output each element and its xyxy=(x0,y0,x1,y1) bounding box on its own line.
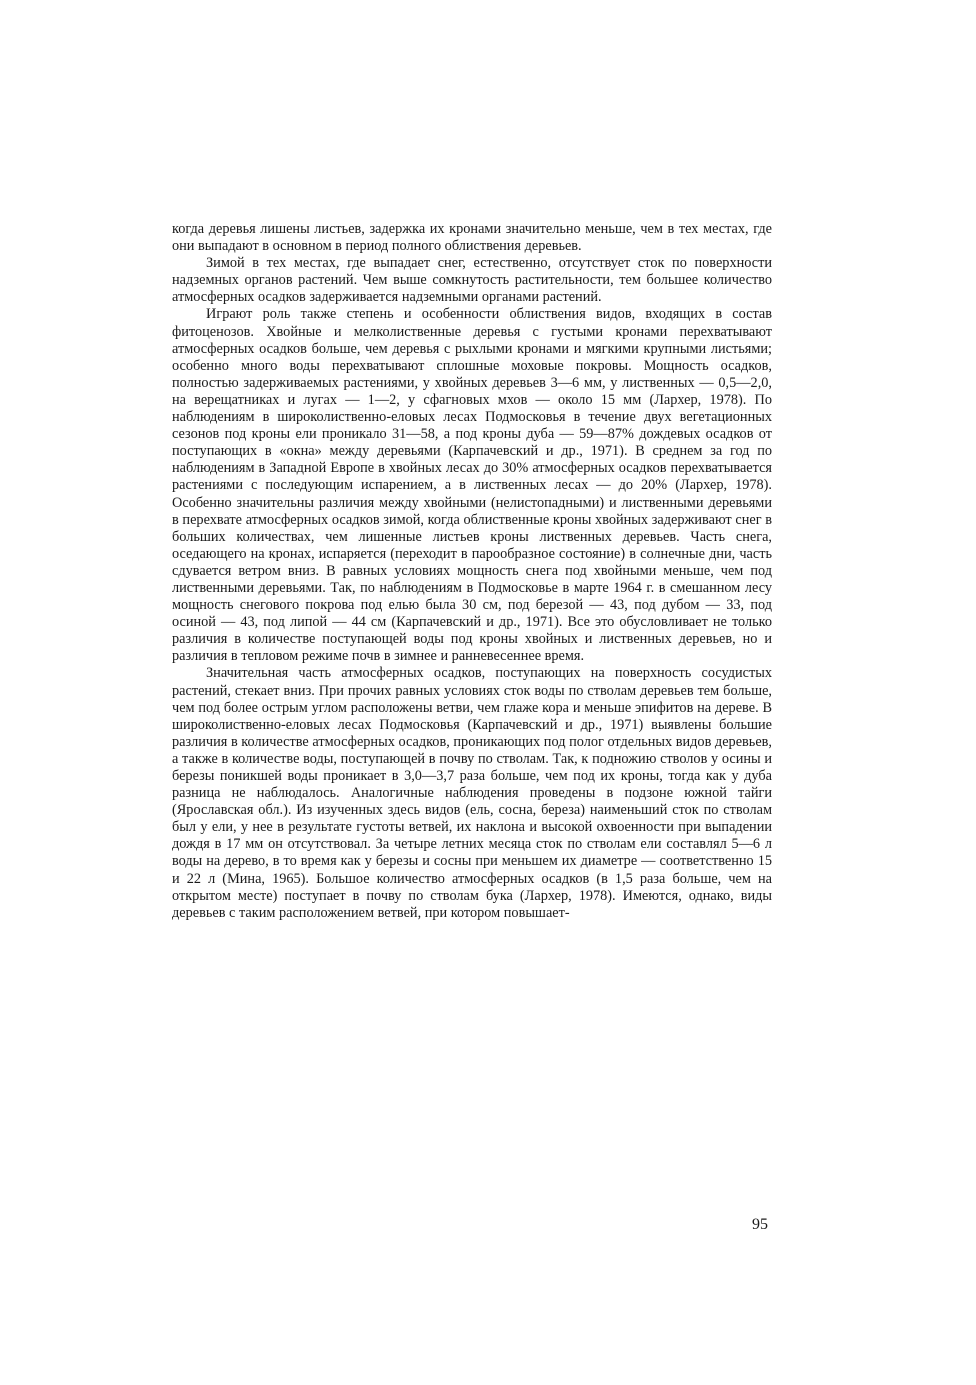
paragraph-foliage-role: Играют роль также степень и особенности облиствения видов, входящих в состав фитоценозов. Хвойные и мелколиственные деревья с густыми кронами перехватывают атмосферных осадков больше, чем деревья с рыхлыми кронами и мягкими крупными листьями; особенно много воды перехватывают сплошные моховые покровы. Мощность осадков, полностью задерживаемых растениями, у хвойных деревьев 3—6 мм, у лиственных — 0,5—2,0, на верещатниках и лугах — 1—2, у сфагновых мхов — около 15 мм (Лархер, 1978). По наблюдениям в широколиственно-еловых лесах Подмосковья в течение двух вегетационных сезонов под кроны ели проникало 31—58, а под кроны дуба — 59—87% дождевых осадков от поступающих в «окна» между деревьями (Карпачевский и др., 1971). В среднем за год по наблюдениям в Западной Европе в хвойных лесах до 30% атмосферных осадков перехватывается растениями с последующим испарением, а в лиственных лесах — до 20% (Лархер, 1978). Особенно значительны различия между хвойными (нелистопадными) и лиственными деревьями в перехвате атмосферных осадков зимой, когда облиственные кроны хвойных задерживают снег в больших количествах, чем лишенные листьев кроны лиственных деревьев. Часть снега, оседающего на кронах, испаряется (переходит в парообразное состояние) в солнечные дни, часть сдувается ветром вниз. В равных условиях мощность снега под хвойными меньше, чем под лиственными деревьями. Так, по наблюдениям в Подмосковье в марте 1964 г. в смешанном лесу мощность снегового покрова под елью была 30 см, под березой — 43, под дубом — 33, под осиной — 43, под липой — 44 см (Карпачевский и др., 1971). Все это обусловливает не только различия в количестве поступающей воды под кроны хвойных и лиственных деревьев, но и различия в тепловом режиме почв в зимнее и ранневесеннее время. xyxy=(172,306,772,665)
page-number: 95 xyxy=(752,1216,768,1233)
paragraph-winter-snow: Зимой в тех местах, где выпадает снег, естественно, отсутствует сток по поверхности надземных органов растений. Чем выше сомкнутость растительности, тем большее количество атмосферных осадков задерживается надземными органами растений. xyxy=(172,255,772,306)
paragraph-continuation: когда деревья лишены листьев, задержка их кронами значительно меньше, чем в тех местах, где они выпадают в основном в период полного облиствения деревьев. xyxy=(172,221,772,255)
body-text xyxy=(172,221,772,922)
paragraph-stemflow: Значительная часть атмосферных осадков, поступающих на поверхность сосудистых растений, стекает вниз. При прочих равных условиях сток воды по стволам деревьев тем больше, чем под более острым углом расположены ветви, чем глаже кора и меньше эпифитов на дереве. В широколиственно-еловых лесах Подмосковья (Карпачевский и др., 1971) выявлены большие различия в количестве атмосферных осадков, проникающих под полог отдельных видов деревьев, а также в количестве воды, поступающей в почву по стволам. Так, к подножию стволов у осины и березы поникшей воды проникает в 3,0—3,7 раза больше, чем под их кроны, тогда как у дуба разница не наблюдалось. Аналогичные наблюдения проведены в подзоне южной тайги (Ярославская обл.). Из изученных здесь видов (ель, сосна, береза) наименьший сток по стволам был у ели, у нее в результате густоты ветвей, их наклона и высокой охвоенности при выпадении дождя в 17 мм он отсутствовал. За четыре летних месяца сток по стволам ели составлял 5—6 л воды на дерево, в то время как у березы и сосны при меньшем их диаметре — соответственно 15 и 22 л (Мина, 1965). Большое количество атмосферных осадков (в 1,5 раза больше, чем на открытом месте) поступает в почву по стволам бука (Лархер, 1978). Имеются, однако, виды деревьев с таким расположением ветвей, при котором повышает- xyxy=(172,665,772,921)
